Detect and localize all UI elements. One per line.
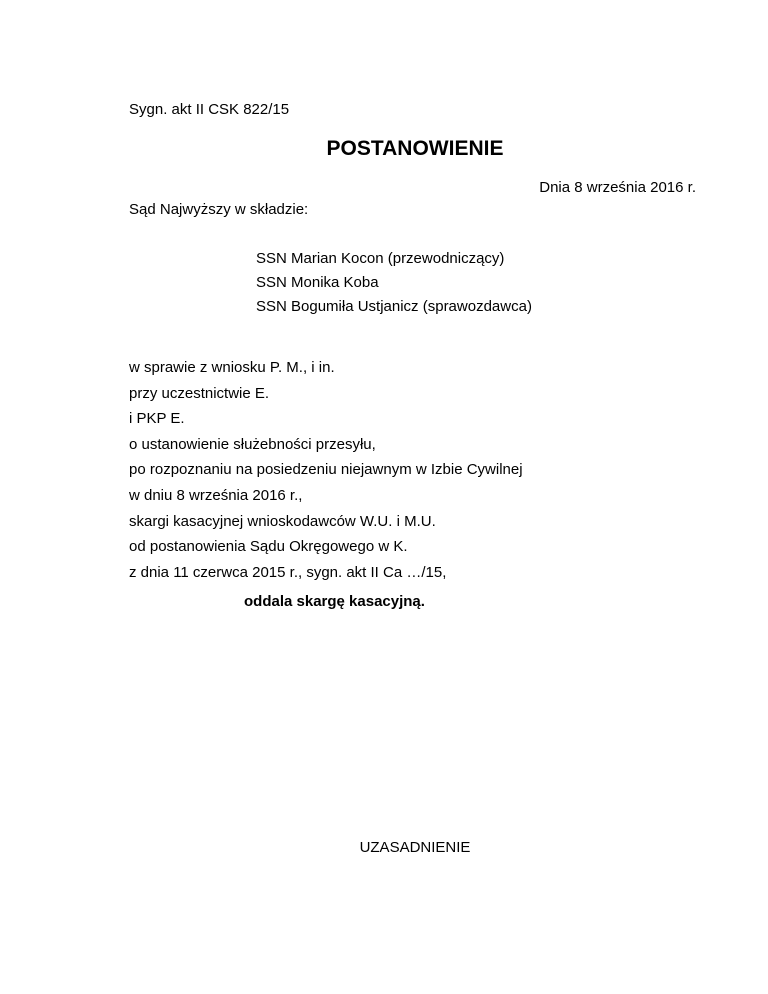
justification-heading: UZASADNIENIE (359, 839, 471, 856)
case-line-participant: przy uczestnictwie E. (129, 384, 270, 402)
case-signature: Sygn. akt II CSK 822/15 (129, 101, 290, 118)
case-line-lower-court: od postanowienia Sądu Okręgowego w K. (129, 538, 408, 556)
case-line-applicant: w sprawie z wniosku P. M., i in. (129, 359, 335, 376)
judges-list (256, 251, 532, 323)
case-line-participant-2: i PKP E. (129, 410, 185, 428)
judge-member: SSN Monika Koba (256, 274, 379, 291)
case-line-hearing: po rozpoznaniu na posiedzeniu niejawnym w Izbie Cywilnej (129, 461, 523, 479)
ruling-text: oddala skargę kasacyjną. (244, 593, 425, 610)
case-line-appeal: skargi kasacyjnej wnioskodawców W.U. i M.U. (129, 512, 436, 530)
document-title: POSTANOWIENIE (326, 137, 504, 160)
ruling-date: Dnia 8 września 2016 r. (539, 179, 696, 196)
case-line-hearing-date: w dniu 8 września 2016 r., (129, 486, 303, 504)
judge-presiding: SSN Marian Kocon (przewodniczący) (256, 250, 505, 267)
case-line-subject: o ustanowienie służebności przesyłu, (129, 435, 376, 453)
case-line-lower-court-ref: z dnia 11 czerwca 2015 r., sygn. akt II Ca …/15, (129, 563, 447, 581)
case-details (129, 360, 523, 590)
judge-rapporteur: SSN Bogumiła Ustjanicz (sprawozdawca) (256, 298, 532, 315)
court-composition-label: Sąd Najwyższy w składzie: (129, 201, 309, 218)
